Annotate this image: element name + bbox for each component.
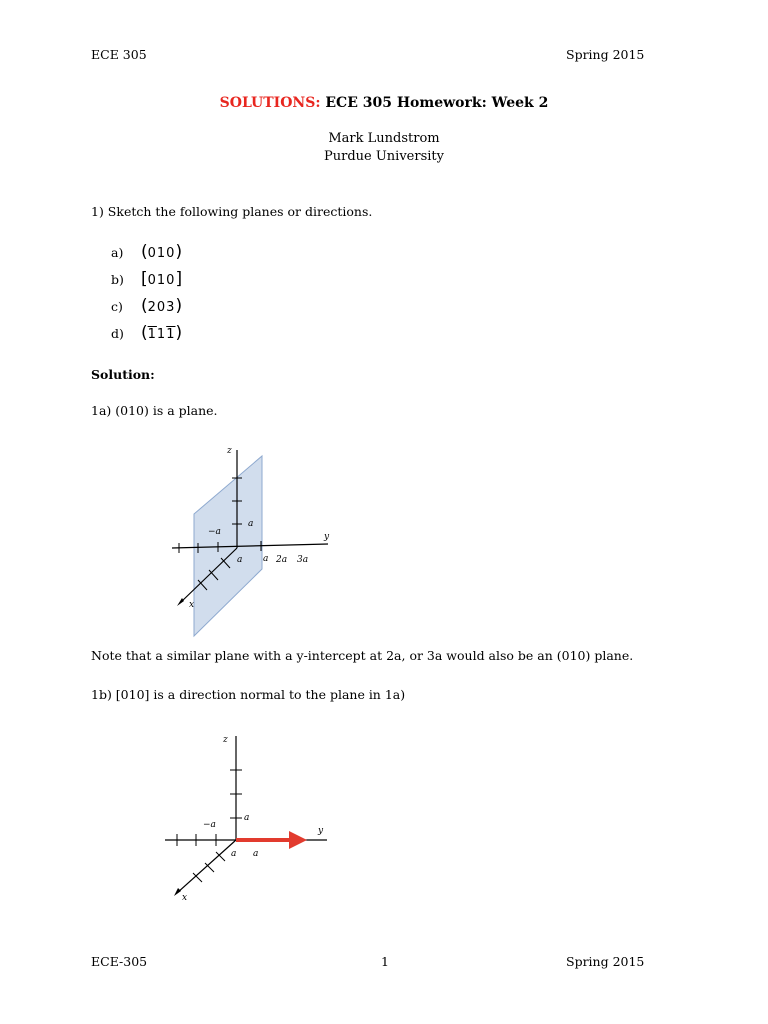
z-label: z: [227, 446, 232, 456]
item-label: c): [111, 299, 123, 314]
close-bracket: ): [175, 242, 183, 262]
title-rest: ECE 305 Homework: Week 2: [325, 95, 549, 111]
item-label: b): [111, 272, 124, 287]
list-item: [111, 269, 182, 289]
open-bracket: (: [140, 323, 148, 343]
x-label: x: [189, 600, 195, 610]
figure-010-plane: [160, 435, 360, 645]
a-x-label: a: [231, 849, 237, 859]
list-item: [111, 296, 182, 316]
miller-index-k: 1: [156, 327, 167, 342]
title-prefix: SOLUTIONS:: [219, 95, 321, 111]
footer-term: Spring 2015: [566, 954, 645, 969]
list-item: [111, 323, 182, 343]
footer-course: ECE-305: [91, 954, 148, 969]
three-a-label: 3a: [297, 555, 309, 565]
author-name: Mark Lundstrom: [328, 131, 440, 146]
miller-index-l: 1: [166, 327, 176, 342]
z-label: z: [223, 735, 228, 745]
figure-010-direction: [155, 730, 345, 910]
affiliation: Purdue University: [324, 149, 444, 164]
x-label: x: [182, 893, 188, 903]
a-z-label: a: [248, 519, 254, 529]
a-y-label: a: [263, 554, 269, 564]
x-axis-arrowhead: [174, 888, 181, 896]
page-number: 1: [381, 954, 389, 969]
neg-a-label: −a: [208, 527, 221, 537]
miller-index: 010: [147, 273, 176, 288]
open-bracket: (: [140, 296, 148, 316]
miller-index: 010: [147, 246, 176, 261]
direction-arrowhead: [289, 831, 307, 849]
note-text: Note that a similar plane with a y-intercept at 2a, or 3a would also be an (010) plane.: [91, 648, 634, 663]
item-label: d): [111, 326, 124, 341]
x-axis-arrowhead: [177, 598, 184, 606]
problem-statement: 1) Sketch the following planes or directions.: [91, 204, 373, 219]
open-bracket: [: [140, 269, 148, 289]
neg-a-label: −a: [203, 820, 216, 830]
x-axis: [177, 840, 236, 893]
header-term: Spring 2015: [566, 47, 645, 62]
close-bracket: ): [175, 296, 183, 316]
a-z-label: a: [244, 813, 250, 823]
item-label: a): [111, 245, 124, 260]
a-y-label: a: [253, 849, 259, 859]
page-title: [0, 95, 768, 111]
close-bracket: ): [175, 323, 183, 343]
two-a-label: 2a: [276, 555, 288, 565]
header-course: ECE 305: [91, 47, 147, 62]
solution-1a: 1a) (010) is a plane.: [91, 403, 218, 418]
solution-heading: Solution:: [91, 367, 155, 382]
close-bracket: ]: [175, 269, 183, 289]
y-label: y: [324, 532, 330, 542]
open-bracket: (: [140, 242, 148, 262]
miller-index: 203: [147, 300, 176, 315]
a-x-label: a: [237, 555, 243, 565]
solution-1b: 1b) [010] is a direction normal to the plane in 1a): [91, 687, 406, 702]
y-label: y: [318, 826, 324, 836]
miller-index-h: 1: [147, 327, 157, 342]
list-item: [111, 242, 182, 262]
